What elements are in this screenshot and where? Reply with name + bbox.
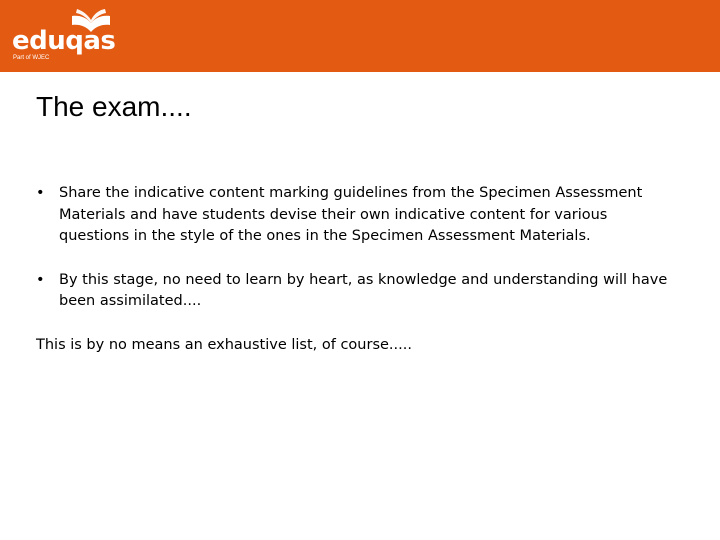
- slide-content: [36, 183, 676, 356]
- bullet-marker: •: [36, 185, 45, 201]
- logo-wordmark: eduqas: [12, 26, 116, 56]
- bullet-marker: •: [36, 271, 45, 288]
- slide-title: The exam....: [36, 91, 192, 122]
- logo-tagline: Part of WJEC: [13, 55, 50, 61]
- bullet-text: By this stage, no need to learn by heart, as knowledge and understanding will have been assimilated....: [59, 271, 668, 309]
- eduqas-logo: [12, 8, 122, 66]
- header-bar: [0, 0, 720, 72]
- bullet-text: Share the indicative content marking guidelines from the Specimen Assessment Materials and have students devise their own indicative content for various questions in the style of the ones in the Specimen Assessment Materials.: [59, 185, 643, 244]
- bullet-item: [36, 183, 676, 248]
- closing-text: This is by no means an exhaustive list, of course.....: [36, 336, 412, 353]
- bullet-item: [36, 270, 676, 313]
- bullet-list: [36, 183, 676, 313]
